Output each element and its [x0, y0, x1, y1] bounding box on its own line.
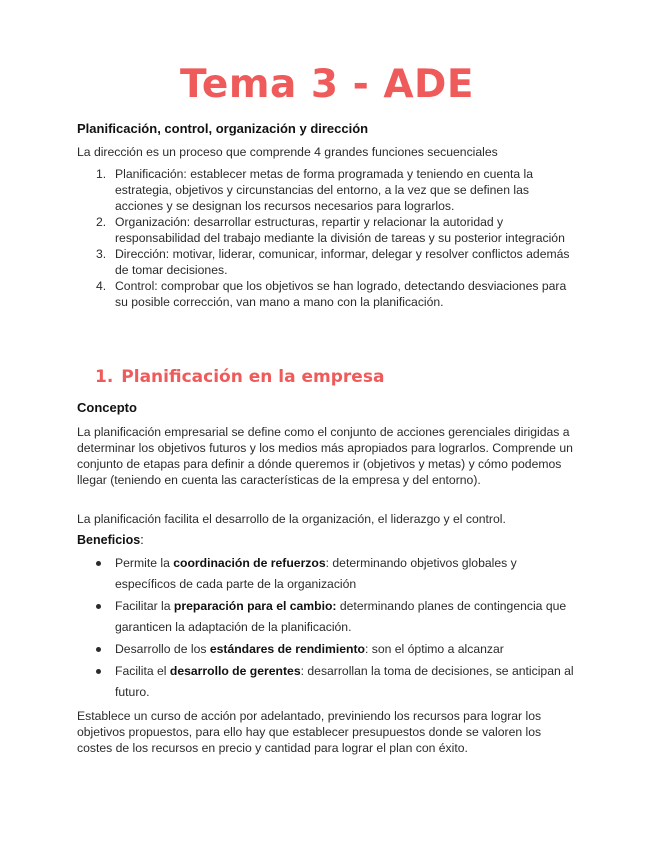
- benefits-heading: [77, 533, 577, 547]
- closing-paragraph: Establece un curso de acción por adelantado, previniendo los recursos para lograr los objetivos propuestos, para ello hay que establecer presupuestos donde se valoren los costes de los recursos en precio y cantidad para lograr el plan con éxito.: [77, 709, 542, 755]
- list-number: 2.: [96, 215, 107, 229]
- list-item: [77, 639, 577, 660]
- section-title: Planificación en la empresa: [121, 367, 385, 387]
- benefit-bold: preparación para el cambio:: [173, 599, 337, 613]
- list-number: 4.: [96, 279, 107, 293]
- benefits-heading-text: Beneficios: [77, 533, 141, 547]
- list-item: [77, 246, 577, 278]
- section-number: 1.: [95, 367, 114, 387]
- benefit-suffix: : son el óptimo a alcanzar: [364, 642, 504, 656]
- list-item-text: Planificación: establecer metas de forma programada y teniendo en cuenta la estrategia, objetivos y circunstancias del entorno, a la vez que se definen las acciones y se designan los recursos necesarios para lograrlos.: [115, 167, 534, 213]
- list-number: 1.: [96, 167, 107, 181]
- intro-heading: Planificación, control, organización y dirección: [77, 121, 369, 136]
- benefit-prefix: Facilitar la: [115, 599, 174, 613]
- list-item: [77, 661, 577, 703]
- facilitates-paragraph: La planificación facilita el desarrollo de la organización, el liderazgo y el control.: [77, 512, 506, 526]
- list-number: 3.: [96, 247, 107, 261]
- bullet-icon: [96, 561, 101, 566]
- section-heading: [95, 367, 384, 387]
- list-item: [77, 214, 577, 246]
- benefit-bold: estándares de rendimiento: [209, 642, 365, 656]
- bullet-icon: [96, 669, 101, 674]
- list-item-text: Dirección: motivar, liderar, comunicar, informar, delegar y resolver conflictos además de tomar decisiones.: [115, 247, 570, 277]
- benefits-list: [77, 553, 577, 704]
- list-item-text: Organización: desarrollar estructuras, repartir y relacionar la autoridad y responsabilidad del trabajo mediante la división de tareas y su posterior integración: [115, 215, 565, 245]
- list-item: [77, 553, 577, 595]
- bullet-icon: [96, 604, 101, 609]
- benefit-bold: coordinación de refuerzos: [173, 556, 326, 570]
- bullet-icon: [96, 647, 101, 652]
- benefit-bold: desarrollo de gerentes: [169, 664, 301, 678]
- benefit-suffix: : desarrollan la toma de decisiones, se anticipan al futuro.: [115, 664, 574, 699]
- benefit-prefix: Permite la: [115, 556, 174, 570]
- page-title: Tema 3 - ADE: [179, 62, 475, 107]
- concept-heading: Concepto: [77, 400, 137, 415]
- list-item: [77, 166, 577, 214]
- functions-list: [77, 166, 577, 310]
- list-item-text: Control: comprobar que los objetivos se han logrado, detectando desviaciones para su posible corrección, van mano a mano con la planificación.: [115, 279, 567, 309]
- list-item: [77, 596, 577, 638]
- benefit-suffix: : determinando objetivos globales y específicos de cada parte de la organización: [115, 556, 517, 591]
- list-item: [77, 278, 577, 310]
- intro-text: La dirección es un proceso que comprende 4 grandes funciones secuenciales: [77, 145, 498, 159]
- benefit-prefix: Facilita el: [115, 664, 170, 678]
- benefits-heading-colon: :: [140, 533, 144, 547]
- concept-paragraph: La planificación empresarial se define como el conjunto de acciones gerenciales dirigidas a determinar los objetivos futuros y los medios más apropiados para lograrlos. Comprende un conjunto de etapas para definir a dónde queremos ir (objetivos y metas) y cómo podemos llegar (teniendo en cuenta las características de la empresa y del entorno).: [77, 425, 573, 487]
- benefit-prefix: Desarrollo de los: [115, 642, 210, 656]
- benefit-suffix: determinando planes de contingencia que garanticen la adaptación de la planificación.: [115, 599, 567, 634]
